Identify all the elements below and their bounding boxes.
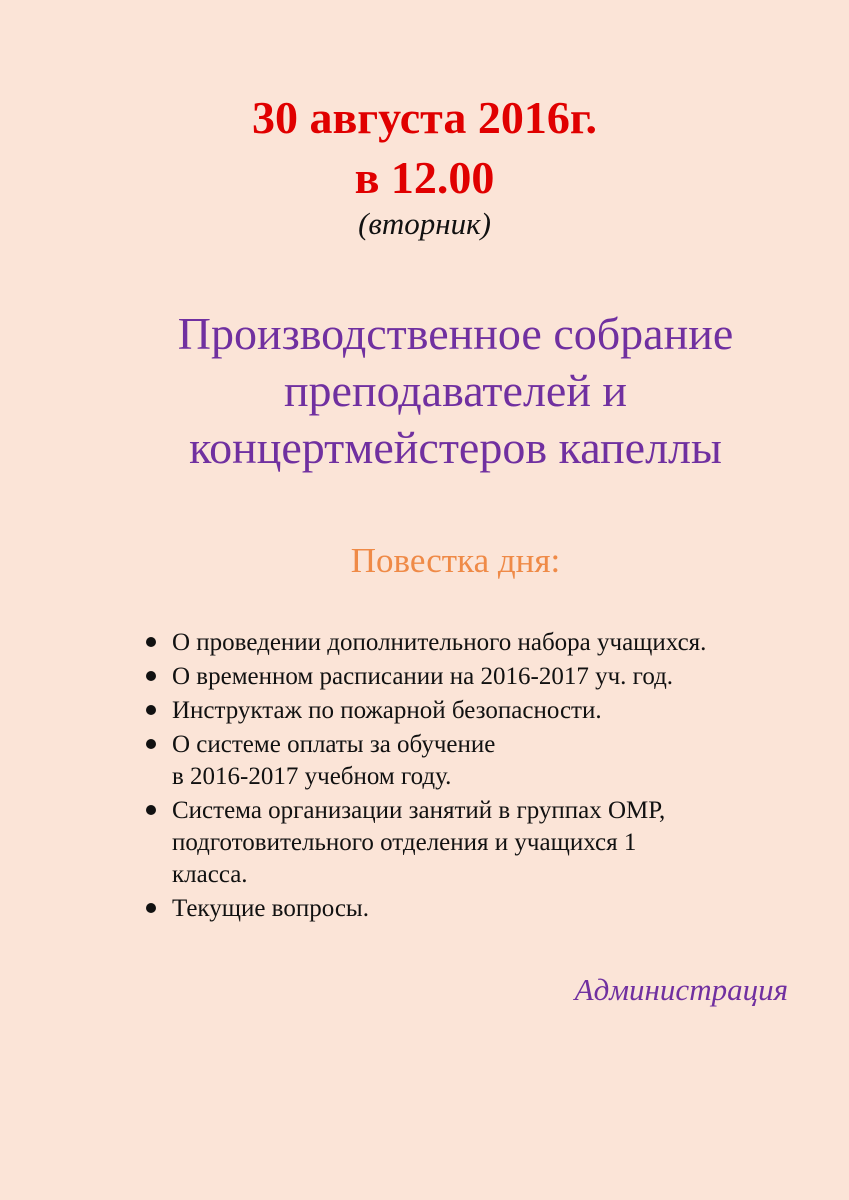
agenda-item-text: О временном расписании на 2016-2017 уч. год. [172,663,674,690]
title-line: преподавателей и [283,365,628,416]
agenda-item-text: подготовительного отделения и учащихся 1 [172,829,637,856]
agenda-list [0,627,849,927]
agenda-heading: Повестка дня: [350,541,561,580]
agenda-item-text: Система организации занятий в группах ОМР, [172,797,666,824]
agenda-item [0,695,849,727]
agenda-item [0,893,849,925]
agenda-item [0,795,849,891]
meeting-weekday: (вторник) [358,206,491,241]
signature: Администрация [574,972,788,1007]
bullet-icon [146,705,156,715]
bullet-icon [146,671,156,681]
bullet-icon [146,805,156,815]
agenda-item-text: Инструктаж по пожарной безопасности. [172,697,602,724]
meeting-title [0,305,849,476]
agenda-item-text: Текущие вопросы. [172,895,369,922]
bullet-icon [146,903,156,913]
agenda-item [0,729,849,793]
bullet-icon [146,739,156,749]
title-line: Производственное собрание [177,308,734,359]
agenda-item-text: класса. [172,861,248,888]
agenda-item [0,661,849,693]
title-line: концертмейстеров капеллы [189,422,722,473]
meeting-date: 30 августа 2016г. [251,92,598,143]
agenda-item-text: в 2016-2017 учебном году. [172,763,452,790]
bullet-icon [146,637,156,647]
agenda-item-text: О проведении дополнительного набора учащихся. [172,629,707,656]
meeting-time: в 12.00 [354,152,495,203]
agenda-item [0,627,849,659]
agenda-item-text: О системе оплаты за обучение [172,731,496,758]
